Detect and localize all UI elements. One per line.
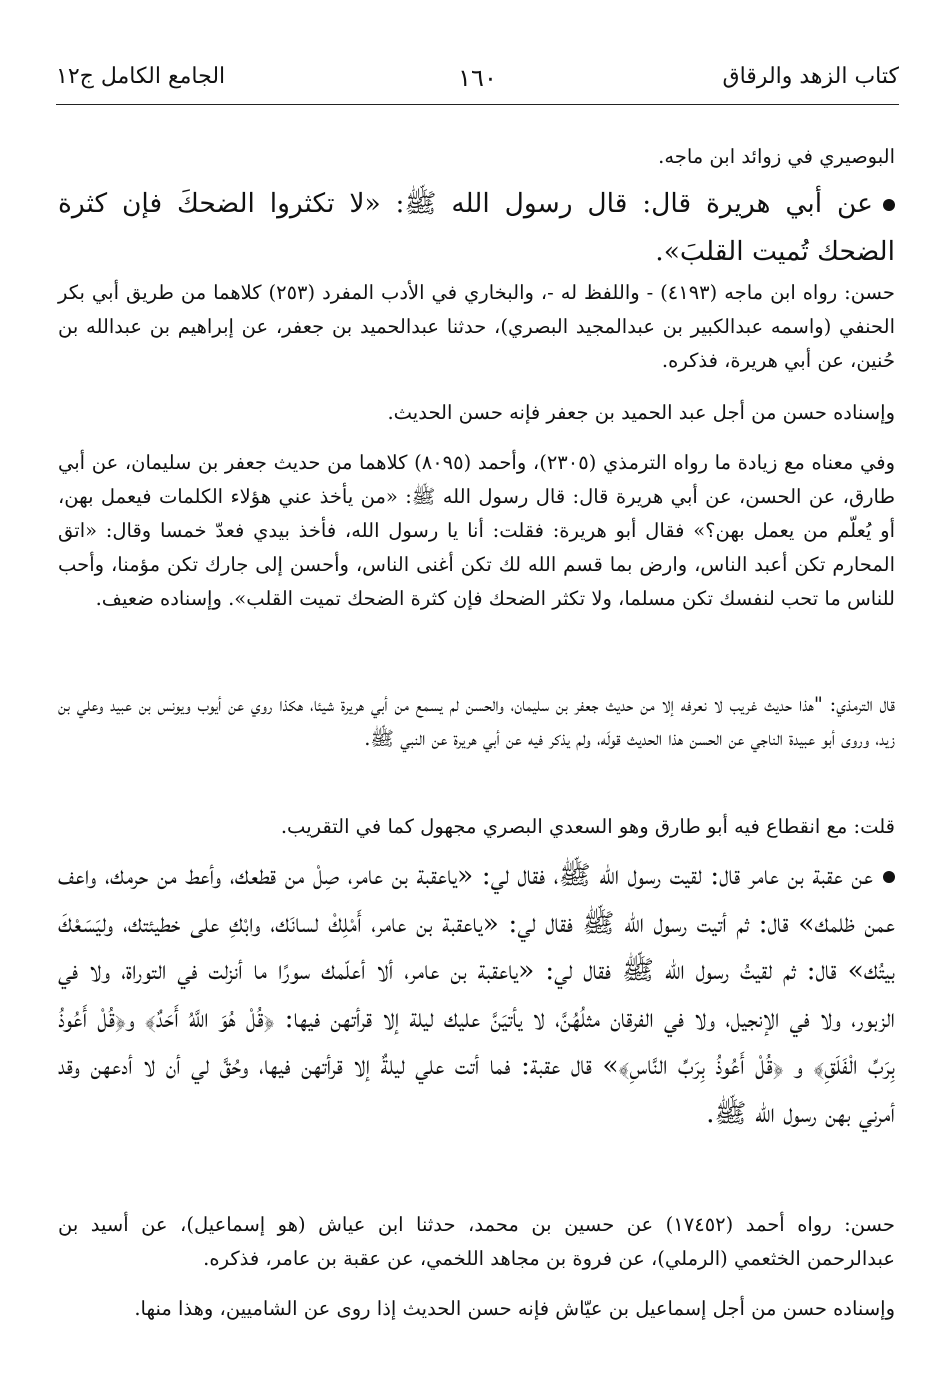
paragraph-text: عن عقبة بن عامر قال: لقيت رسول الله ﷺ، فقال لي: «ياعقبة بن عامر، صِلْ من قطعك، وأعط من حرمك، واعف عمن ظلمك» قال: ثم أتيت رسول الله ﷺ فقال لي: «ياعقبة بن عامر، أَمْلِكْ لسانَك، وابْكِ على خطيئتك، وليَسَعْكَ بيتُك» قال: ثم لقيتُ رسول الله ﷺ فقال لي: «ياعقبة بن عامر، ألا أعلّمك سورًا ما أنزلت في التوراة، ولا في الزبور، ولا في الإنجيل، ولا في الفرقان مثلُهُنَّ، لا يأتيَنَّ عليك ليلة إلا قرأتهن فيها: ﴿قُلْ هُوَ اللَّهُ أَحَدٌ﴾ و﴿قُلْ أَعُوذُ بِرَبِّ الْفَلَقِ﴾ و ﴿قُلْ أَعُوذُ بِرَبِّ النَّاسِ﴾» قال عقبة: فما أتت علي ليلةٌ إلا قرأتهن فيها، وحُقَّ لي أن لا أدعهن وقد أمرني بهن رسول الله ﷺ. <box>58 860 895 1129</box>
paragraph-text: قلت: مع انقطاع فيه أبو طارق وهو السعدي البصري مجهول كما في التقريب. <box>280 815 895 838</box>
header-divider <box>56 104 899 105</box>
paragraph-text: وفي معناه مع زيادة ما رواه الترمذي (٢٣٠٥)، وأحمد (٨٠٩٥) كلاهما من حديث جعفر بن سليمان، عن أبي طارق، عن الحسن، عن أبي هريرة قال: قال رسول الله ﷺ: «من يأخذ عني هؤلاء الكلمات فيعمل بهن، أو يُعلّم من يعمل بهن؟» فقال أبو هريرة: فقلت: أنا يا رسول الله، فأخذ بيدي فعدّ خمسا وقال: «اتق المحارم تكن أعبد الناس، وارض بما قسم الله لك تكن أغنى الناس، وأحسن إلى جارك تكن مؤمنا، وأحب للناس ما تحب لنفسك تكن مسلما، ولا تكثر الضحك فإن كثرة الضحك تميت القلب». وإسناده ضعيف. <box>58 451 895 610</box>
bullet-icon <box>883 199 895 211</box>
paragraph-hadith <box>58 180 895 275</box>
paragraph-text: وإسناده حسن من أجل عبد الحميد بن جعفر فإنه حسن الحديث. <box>387 401 895 424</box>
bullet-icon <box>883 871 895 883</box>
collection-title: الجامع الكامل ج١٢ <box>56 64 226 89</box>
paragraph-note <box>58 446 895 616</box>
paragraph-note <box>58 276 895 378</box>
paragraph-note <box>58 140 895 174</box>
paragraph-text: عن أبي هريرة قال: قال رسول الله ﷺ: «لا تكثروا الضحكَ فإن كثرة الضحك تُميت القلبَ». <box>58 188 895 267</box>
paragraph-text: البوصيري في زوائد ابن ماجه. <box>658 145 895 168</box>
paragraph-note <box>58 810 895 844</box>
paragraph-text: وإسناده حسن من أجل إسماعيل بن عيّاش فإنه حسن الحديث إذا روى عن الشاميين، وهذا منها. <box>134 1297 895 1320</box>
paragraph-note <box>58 1292 895 1326</box>
paragraph-note <box>58 396 895 430</box>
paragraph-text: قال الترمذي: "هذا حديث غريب لا نعرفه إلا من حديث جعفر بن سليمان، والحسن لم يسمع من أبي هريرة شيئا، هكذا روي عن أيوب ويونس بن عبيد وعلي بن زيد، وروى أبو عبيدة الناجي عن الحسن هذا الحديث قولَه، ولم يذكر فيه عن أبي هريرة عن النبي ﷺ. <box>58 693 895 750</box>
paragraph-note <box>58 1208 895 1276</box>
running-header <box>56 58 899 98</box>
paragraph-note <box>58 688 895 756</box>
paragraph-text: حسن: رواه ابن ماجه (٤١٩٣) - واللفظ له -، والبخاري في الأدب المفرد (٢٥٣) كلاهما من طريق أبي بكر الحنفي (واسمه عبدالكبير بن عبدالمجيد البصري)، حدثنا عبدالحميد بن جعفر، عن إبراهيم بن عبدالله بن حُنين، عن أبي هريرة، فذكره. <box>58 281 895 372</box>
paragraph-hadith <box>58 852 895 1137</box>
paragraph-text: حسن: رواه أحمد (١٧٤٥٢) عن حسين بن محمد، حدثنا ابن عياش (هو إسماعيل)، عن أسيد بن عبدالرحمن الخثعمي (الرملي)، عن فروة بن مجاهد اللخمي، عن عقبة بن عامر، فذكره. <box>58 1213 895 1270</box>
book-title: كتاب الزهد والرقاق <box>722 64 899 89</box>
page-number: ١٦٠ <box>458 64 497 92</box>
